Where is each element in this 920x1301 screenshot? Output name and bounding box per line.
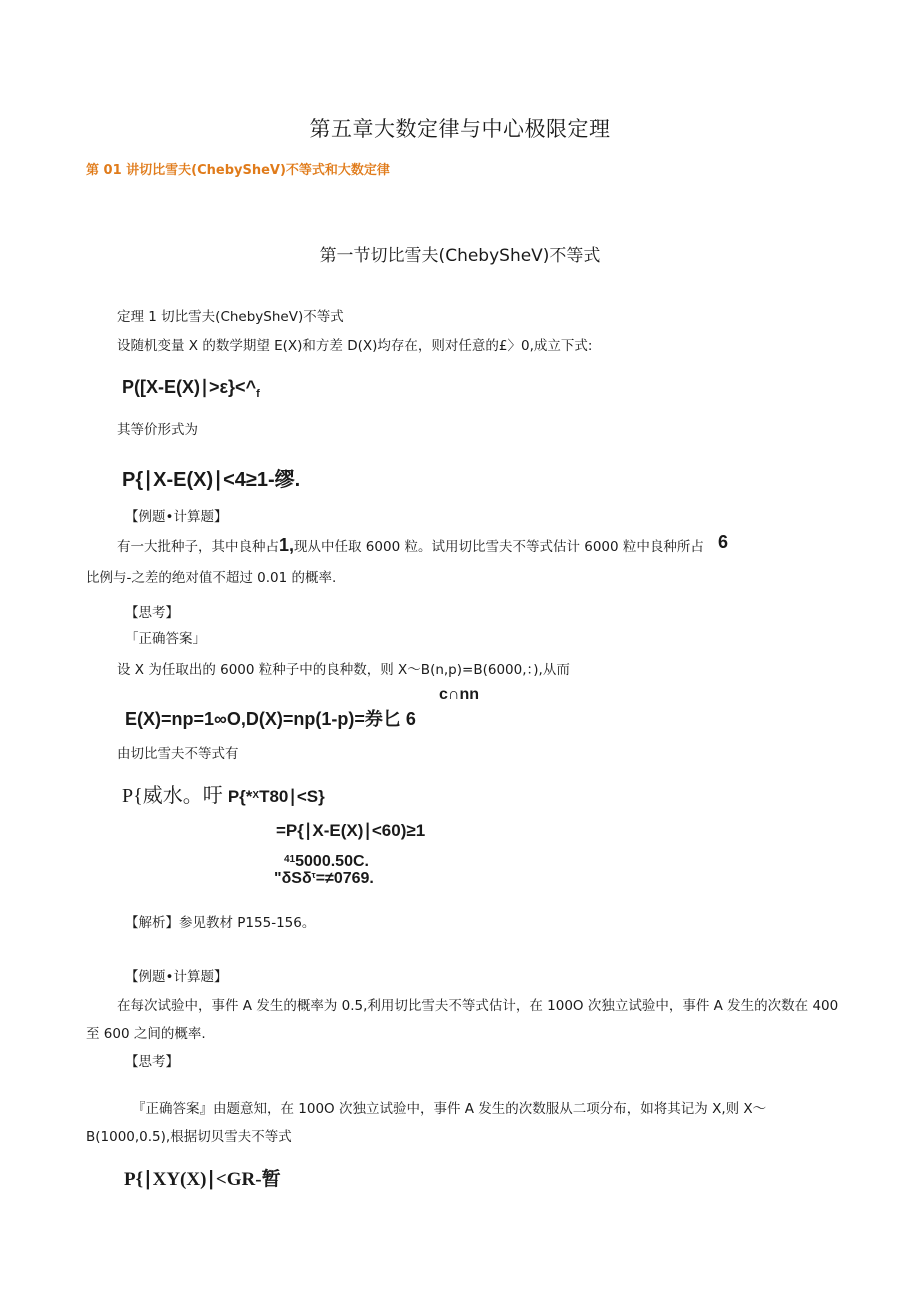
derivation-line3-pre: 41 xyxy=(284,854,296,865)
theorem-statement: 设随机变量 X 的数学期望 E(X)和方差 D(X)均存在，则对任意的£〉0,成立下式: xyxy=(117,338,593,354)
derivation-line4-sup: τ xyxy=(311,870,316,880)
derivation-line4-b: =≠0769. xyxy=(315,870,374,887)
example1-tag: 【例题•计算题】 xyxy=(125,509,228,525)
example2-formula: P{∣XY(X)∣<GR-暂 xyxy=(124,1169,281,1190)
example1-text-b: 现从中任取 6000 粒。试用切比雪夫不等式估计 6000 粒中良种所占 xyxy=(294,539,704,555)
example1-fraction-6: 6 xyxy=(718,532,729,552)
example2-tag: 【例题•计算题】 xyxy=(125,969,228,985)
derivation-line2: =P{∣X-E(X)∣<60)≥1 xyxy=(276,821,426,840)
example2-problem-line2: 至 600 之间的概率. xyxy=(86,1026,206,1042)
example1-text-a: 有一大批种子，其中良种占 xyxy=(117,539,279,555)
formula-chebyshev-sub: f xyxy=(256,388,260,400)
example1-fraction: 1, xyxy=(279,535,295,555)
derivation-line1 xyxy=(122,779,325,808)
derivation-line1-c: X xyxy=(252,790,260,801)
derivation-line4-a: "δSδ xyxy=(274,870,312,887)
by-chebyshev-label: 由切比雪夫不等式有 xyxy=(117,746,239,762)
section-title: 第一节切比雪夫(ChebySheV)不等式 xyxy=(319,246,601,266)
example1-analysis: 【解析】参见教材 P155-156。 xyxy=(125,915,316,931)
derivation-line3-main: 5000.50C. xyxy=(295,853,369,870)
derivation-line1-b: P{* xyxy=(227,787,253,806)
formula-chebyshev-main: P([X-E(X)∣>ε}<^ xyxy=(122,377,257,397)
formula-expectation-variance: E(X)=np=1∞O,D(X)=np(1-p)=券匕 6 xyxy=(125,709,416,729)
derivation-line3 xyxy=(284,853,369,871)
equivalent-form-label: 其等价形式为 xyxy=(117,422,198,438)
example1-problem-line1 xyxy=(117,535,704,556)
formula-equivalent: P{∣X-E(X)∣<4≥1-缪. xyxy=(122,469,301,491)
derivation-line4 xyxy=(274,870,374,888)
formula-chebyshev xyxy=(122,377,260,400)
fraction-top: c∩nn xyxy=(439,686,479,703)
derivation-line1-d: T80∣<S} xyxy=(259,787,325,806)
theorem-heading: 定理 1 切比雪夫(ChebySheV)不等式 xyxy=(117,309,344,325)
example2-think: 【思考】 xyxy=(125,1054,179,1070)
lecture-title: 第 01 讲切比雪夫(ChebySheV)不等式和大数定律 xyxy=(86,163,390,178)
example1-think: 【思考】 xyxy=(125,605,179,621)
example1-answer-tag: 「正确答案」 xyxy=(125,631,206,647)
chapter-title: 第五章大数定律与中心极限定理 xyxy=(309,117,611,141)
example2-answer-line2: B(1000,0.5),根据切贝雪夫不等式 xyxy=(86,1129,292,1145)
example1-solution: 设 X 为任取出的 6000 粒种子中的良种数，则 X～B(n,p)=B(6000,：),从而 xyxy=(117,662,570,678)
example2-answer-line1: 『正确答案』由题意知，在 100O 次独立试验中，事件 A 发生的次数服从二项分布，如将其记为 X,则 X～ xyxy=(132,1101,767,1117)
example1-problem-line2: 比例与-之差的绝对值不超过 0.01 的概率. xyxy=(86,570,337,586)
derivation-line1-a: P{威水。吁 xyxy=(122,785,223,807)
example2-problem-line1: 在每次试验中，事件 A 发生的概率为 0.5,利用切比雪夫不等式估计，在 100O 次独立试验中，事件 A 发生的次数在 400 xyxy=(117,998,839,1014)
